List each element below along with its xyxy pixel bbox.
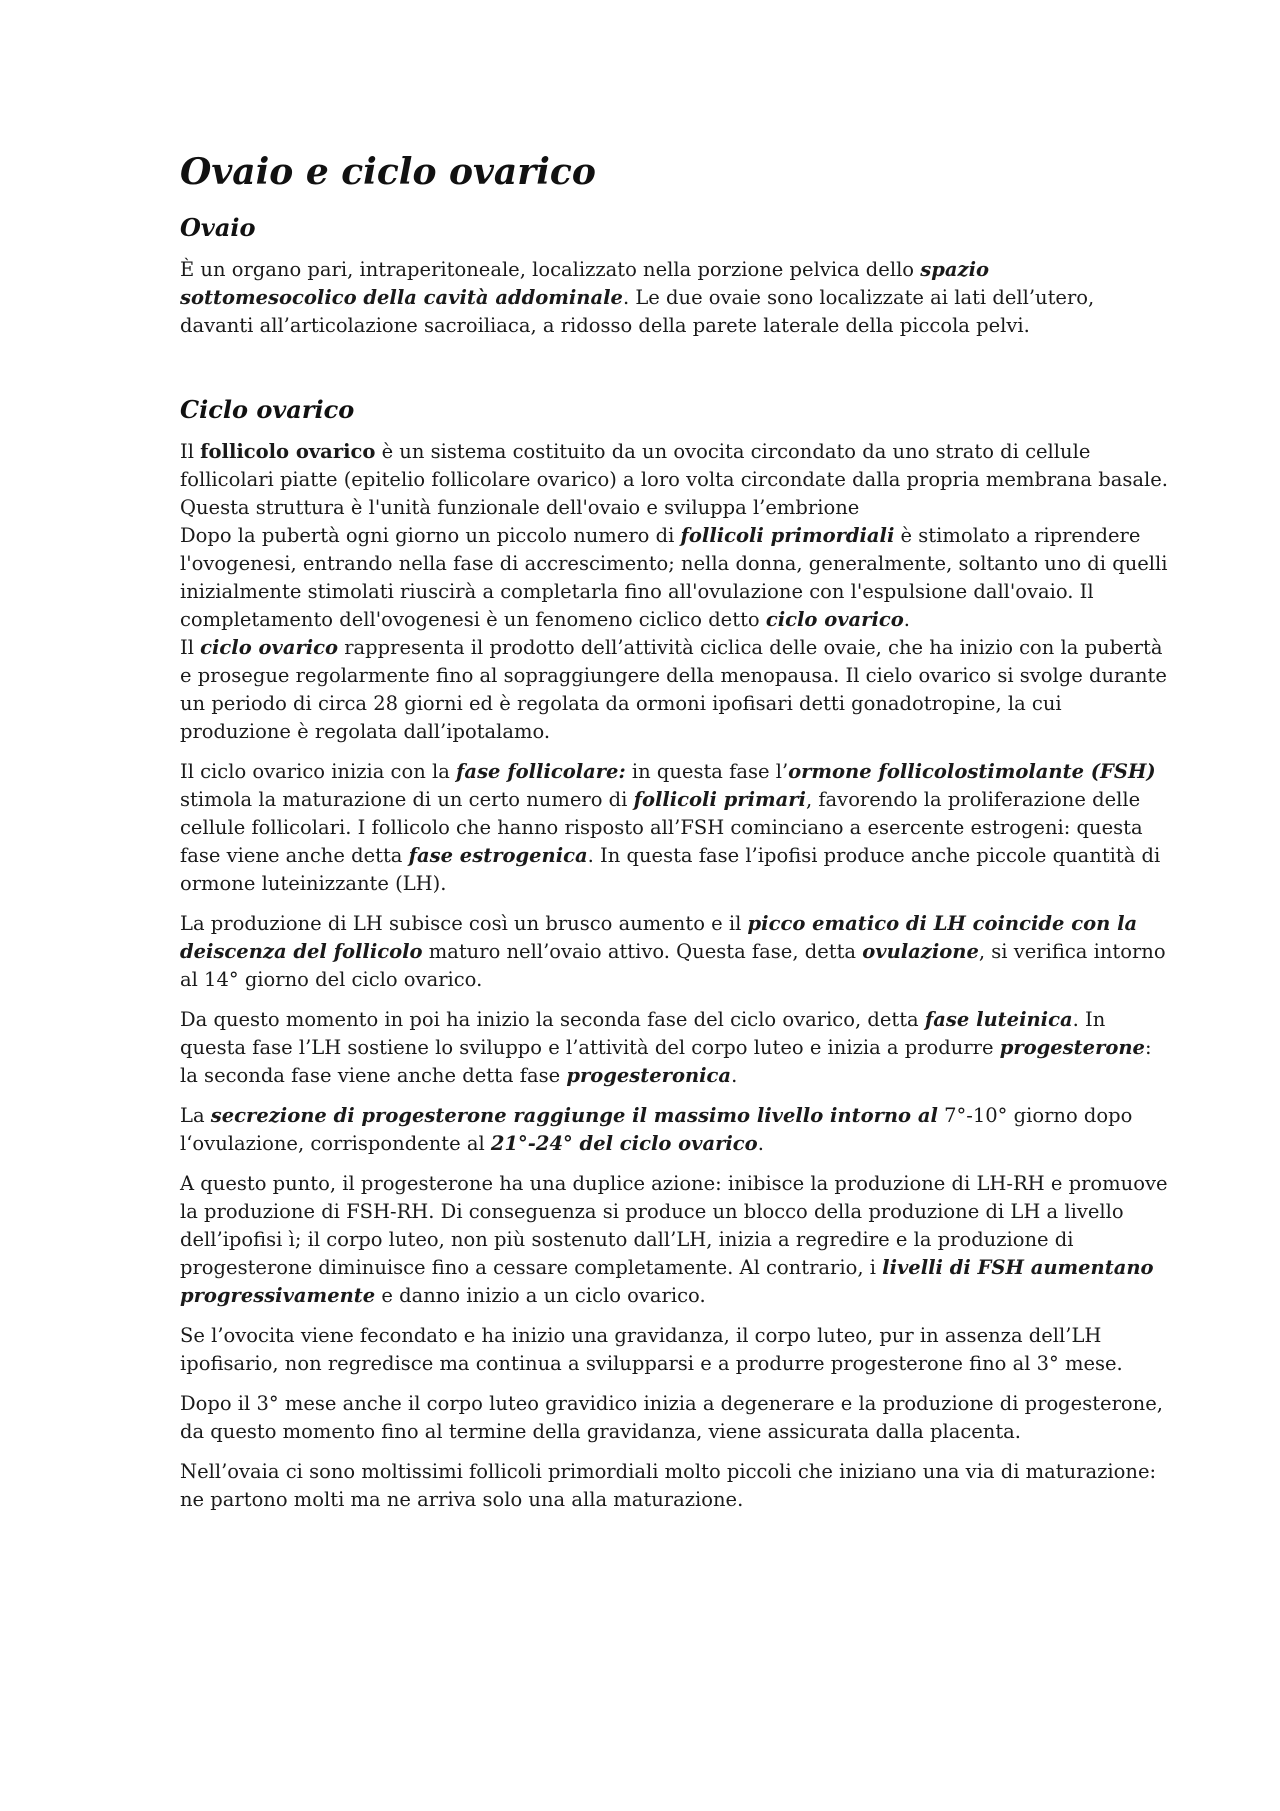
text-run: Il [180,440,201,463]
text-run: Da questo momento in poi ha inizio la seconda fase del ciclo ovarico, detta [180,1008,925,1031]
paragraph-follicolo [180,438,1170,522]
emphasis-run: fase luteinica [924,1008,1073,1031]
emphasis-run: fase estrogenica [408,844,588,867]
emphasis-run: spazio sottomesocolico della cavità addominale [180,258,989,309]
paragraph-placenta: Dopo il 3° mese anche il corpo luteo gravidico inizia a degenerare e la produzione di progesterone, da questo momento fino al termine della gravidanza, viene assicurata dalla placenta. [180,1392,1163,1443]
text-run: maturo nell’ovaio attivo. Questa fase, detta [422,940,863,963]
text-run: in questa fase l’ [625,760,789,783]
text-run: stimola la maturazione di un certo numero di [180,788,634,811]
text-run: . In questa fase l’LH sostiene lo sviluppo e l’attività del corpo luteo e inizia a produrre [180,1008,1106,1059]
emphasis-run: follicoli primari [633,788,806,811]
text-run: . Le due ovaie sono localizzate ai lati dell’utero, davanti all’articolazione sacroiliaca, a ridosso della parete laterale della piccola pelvi. [180,286,1095,337]
emphasis-run: ovulazione [862,940,979,963]
paragraph-puberta [180,522,1170,634]
emphasis-run: secrezione di progesterone raggiunge il massimo livello intorno al [210,1104,938,1127]
text-run: . [903,608,910,631]
text-run: è un sistema costituito da un ovocita circondato da uno strato di cellule follicolari piatte (epitelio follicolare ovarico) a loro volta circondate dalla propria membrana basale. Questa struttura è l'unità funzionale dell'ovaio e sviluppa l’embrione [180,440,1168,519]
text-run: Dopo la pubertà ogni giorno un piccolo numero di [180,524,681,547]
text-run: rappresenta il prodotto dell’attività ciclica delle ovaie, che ha inizio con la pubertà e prosegue regolarmente fino al sopraggiungere della menopausa. Il cielo ovarico si svolge durante un periodo di circa 28 giorni ed è regolata da ormoni ipofisari detti gonadotropine, la cui produzione è regolata dall’ipotalamo. [180,636,1167,743]
text-run: è stimolato a riprendere l'ovogenesi, entrando nella fase di accrescimento; nella donna, generalmente, soltanto uno di quelli inizialmente stimolati riuscirà a completarla fino all'ovulazione con l'espulsione dall'ovaio. Il completamento dell'ovogenesi è un fenomeno ciclico detto [180,524,1168,631]
text-run: . In questa fase l’ipofisi produce anche piccole quantità di ormone luteinizzante (LH). [180,844,1161,895]
paragraph-progesterone-picco [180,1102,1170,1158]
text-run: 7°-10° giorno dopo l‘ovulazione, corrispondente al [180,1104,1133,1155]
text-run: , favorendo la proliferazione delle cellule follicolari. I follicolo che hanno risposto all’FSH cominciano a esercente estrogeni: questa fase viene anche detta [180,788,1143,867]
text-run: : la seconda fase viene anche detta fase [180,1036,1152,1087]
text-run: , si verifica intorno al 14° giorno del ciclo ovarico. [180,940,1166,991]
emphasis-run: follicoli primordiali [680,524,895,547]
document-title: Ovaio e ciclo ovarico [180,151,596,193]
bold-run: follicolo ovarico [200,440,376,463]
text-run: e danno inizio a un ciclo ovarico. [375,1284,706,1307]
section-heading-ciclo-ovarico: Ciclo ovarico [180,395,355,424]
paragraph-ovaio-intro [180,256,1170,340]
emphasis-run: ciclo ovarico [200,636,339,659]
emphasis-run: ciclo ovarico [765,608,904,631]
text-run: A questo punto, il progesterone ha una duplice azione: inibisce la produzione di LH-RH e promuove la produzione di FSH-RH. Di conseguenza si produce un blocco della produzione di LH a livello dell’ipofisi ì; il corpo luteo, non più sostenuto dall’LH, inizia a regredire e la produzione di progesterone diminuisce fino a cessare completamente. Al contrario, i [180,1172,1168,1279]
emphasis-run: progesteronica [566,1064,732,1087]
emphasis-run: livelli di FSH aumentano progressivamente [180,1256,1154,1307]
emphasis-run: picco ematico di LH coincide con la deiscenza del follicolo [180,912,1138,963]
paragraph-fase-follicolare [180,758,1170,898]
paragraph-fase-luteinica [180,1006,1170,1090]
text-run: . [731,1064,738,1087]
text-run: La produzione di LH subisce così un brusco aumento e il [180,912,748,935]
paragraph-gravidanza: Se l’ovocita viene fecondato e ha inizio una gravidanza, il corpo luteo, pur in assenza dell’LH ipofisario, non regredisce ma continua a svilupparsi e a produrre progesterone fino al 3° mese. [180,1324,1123,1375]
text-run: . [757,1132,764,1155]
text-run: Il ciclo ovarico inizia con la [180,760,457,783]
section-heading-ovaio: Ovaio [180,213,256,242]
paragraph-ovulazione [180,910,1170,994]
text-run: È un organo pari, intraperitoneale, localizzato nella porzione pelvica dello [180,258,921,281]
emphasis-run: ormone follicolostimolante (FSH) [788,760,1156,783]
text-run: La [180,1104,211,1127]
text-run: Il [180,636,201,659]
emphasis-run: 21°-24° del ciclo ovarico [490,1132,758,1155]
emphasis-run: progesterone [999,1036,1145,1059]
emphasis-run: fase follicolare: [456,760,626,783]
paragraph-follicoli-primordiali: Nell’ovaia ci sono moltissimi follicoli primordiali molto piccoli che iniziano una via di maturazione: ne partono molti ma ne arriva solo una alla maturazione. [180,1460,1157,1511]
paragraph-duplice-azione [180,1170,1170,1310]
paragraph-ciclo-definizione [180,634,1170,746]
